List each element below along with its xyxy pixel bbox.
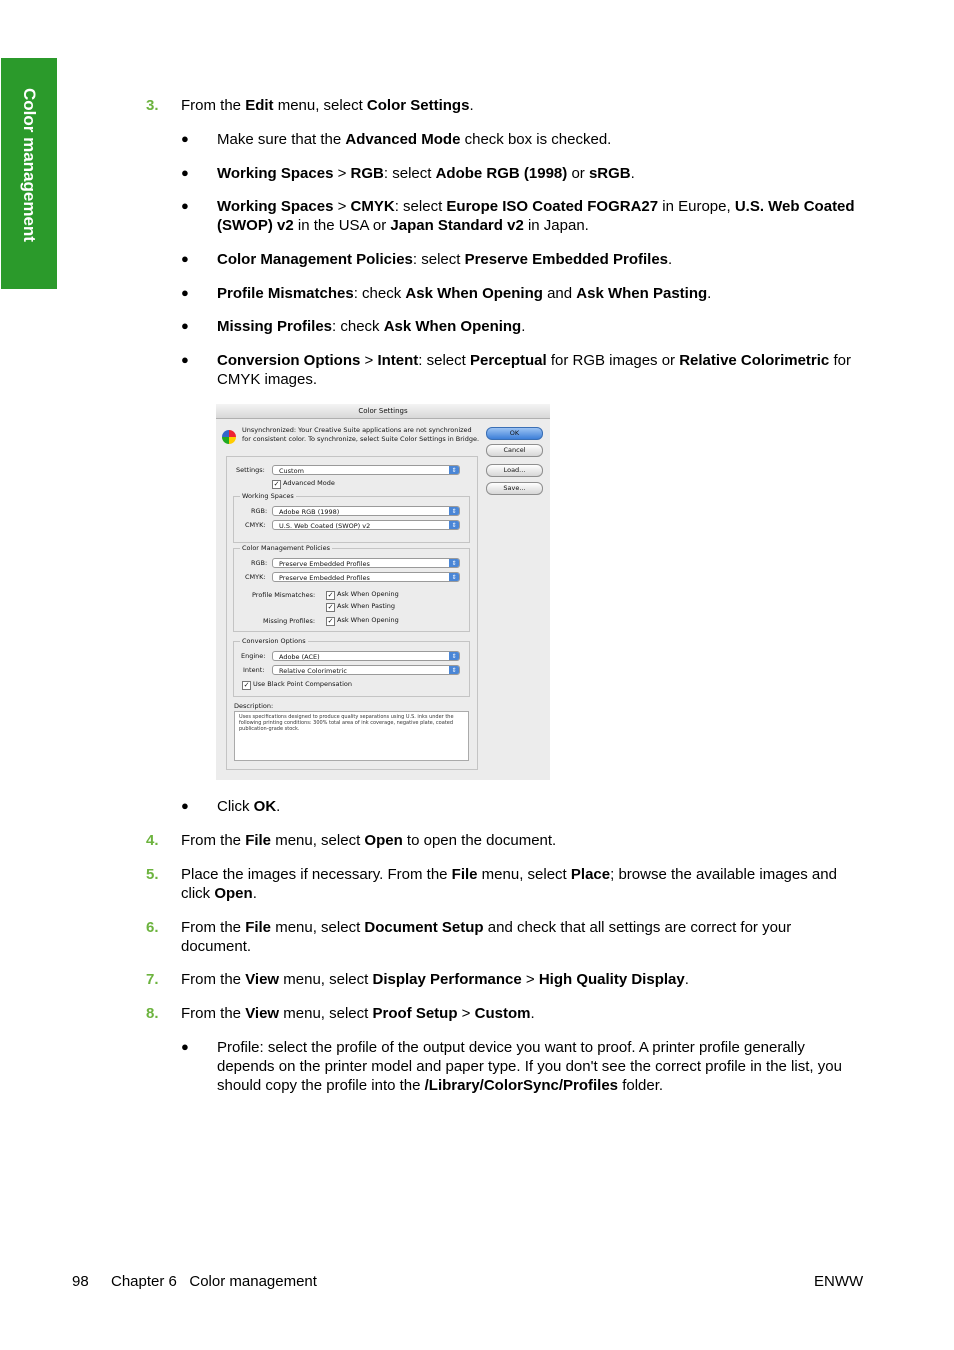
bold-term: Preserve Embedded Profiles bbox=[464, 251, 669, 268]
intent-select[interactable] bbox=[272, 665, 460, 675]
text-run: menu, select bbox=[477, 866, 571, 883]
intent-value: Relative Colorimetric bbox=[279, 667, 347, 675]
updown-arrow-icon: ⇕ bbox=[449, 573, 459, 581]
text-run: : select bbox=[394, 198, 447, 215]
bold-term: Open bbox=[364, 832, 403, 849]
updown-arrow-icon: ⇕ bbox=[449, 521, 459, 529]
updown-arrow-icon: ⇕ bbox=[449, 466, 459, 474]
ws-rgb-select[interactable] bbox=[272, 506, 460, 516]
bullet-text bbox=[217, 797, 862, 816]
text-run: menu, select bbox=[279, 971, 373, 988]
text-run: menu, select bbox=[279, 1005, 373, 1022]
chapter-label: Chapter 6 Color management bbox=[111, 1273, 317, 1290]
text-run: folder. bbox=[618, 1077, 664, 1094]
missing-ask-opening-checkbox[interactable] bbox=[326, 616, 399, 626]
text-run: > bbox=[333, 165, 351, 182]
pol-cmyk-value: Preserve Embedded Profiles bbox=[279, 574, 370, 582]
bold-term: Ask When Pasting bbox=[576, 285, 708, 302]
bold-term: Japan Standard v2 bbox=[390, 217, 524, 234]
footer-right: ENWW bbox=[814, 1273, 864, 1290]
working-spaces-title: Working Spaces bbox=[242, 492, 294, 500]
text-run: Make sure that the bbox=[217, 131, 346, 148]
bullet-text bbox=[217, 130, 862, 149]
text-run: From the bbox=[181, 97, 246, 114]
ws-cmyk-value: U.S. Web Coated (SWOP) v2 bbox=[279, 522, 371, 530]
text-run: . bbox=[684, 971, 689, 988]
step-number: 3. bbox=[146, 97, 159, 114]
ws-rgb-label: RGB: bbox=[251, 507, 268, 515]
bpc-checkbox[interactable] bbox=[242, 680, 352, 690]
sync-message: Unsynchronized: Your Creative Suite applications are not synchronized for consistent color. To synchronize, select Suite Color Settings in Bridge. bbox=[242, 426, 480, 443]
bullet-text bbox=[217, 1038, 862, 1095]
ws-cmyk-label: CMYK: bbox=[245, 521, 266, 529]
bold-term: Working Spaces bbox=[217, 198, 334, 215]
text-run: : select bbox=[412, 251, 465, 268]
text-run: Profile: select the profile of the output device you want to proof. A printer profile generally depends on the printer model and paper type. If you don't see the correct profile in the list, you should copy the profile into the bbox=[217, 1039, 842, 1094]
bold-term: RGB bbox=[350, 165, 384, 182]
bold-term: Europe ISO Coated FOGRA27 bbox=[446, 198, 659, 215]
side-tab-label: Color management bbox=[20, 88, 39, 242]
ask-pasting-checkbox[interactable] bbox=[326, 602, 395, 612]
text-run: . bbox=[469, 97, 474, 114]
updown-arrow-icon: ⇕ bbox=[449, 507, 459, 515]
bold-term: File bbox=[245, 919, 272, 936]
bold-term: View bbox=[245, 971, 280, 988]
bold-term: High Quality Display bbox=[538, 971, 685, 988]
bold-term: Place bbox=[570, 866, 611, 883]
bullet-text bbox=[217, 351, 862, 389]
ws-cmyk-select[interactable] bbox=[272, 520, 460, 530]
text-run: : check bbox=[353, 285, 406, 302]
ask-opening-checkbox[interactable] bbox=[326, 590, 399, 600]
bpc-label: Use Black Point Compensation bbox=[253, 680, 352, 688]
text-run: . bbox=[707, 285, 712, 302]
bold-term: File bbox=[451, 866, 478, 883]
bold-term: Missing Profiles bbox=[217, 318, 333, 335]
bold-term: Intent bbox=[377, 352, 419, 369]
step-text bbox=[181, 831, 861, 850]
text-run: . bbox=[521, 318, 526, 335]
text-run: From the bbox=[181, 1005, 246, 1022]
text-run: : select bbox=[418, 352, 470, 369]
color-wheel-icon bbox=[222, 430, 236, 444]
bullet-icon: ● bbox=[181, 198, 189, 213]
ask-opening-label: Ask When Opening bbox=[337, 590, 399, 598]
text-run: menu, select bbox=[271, 919, 365, 936]
checkmark-icon: ✓ bbox=[327, 591, 334, 599]
pol-rgb-label: RGB: bbox=[251, 559, 268, 567]
bold-term: Open bbox=[214, 885, 253, 902]
step-number: 5. bbox=[146, 866, 159, 883]
text-run: > bbox=[521, 971, 539, 988]
text-run: . bbox=[530, 1005, 535, 1022]
text-run: for RGB images or bbox=[546, 352, 680, 369]
bullet-text bbox=[217, 164, 862, 183]
advanced-mode-checkbox[interactable] bbox=[272, 479, 335, 489]
bold-term: Advanced Mode bbox=[345, 131, 461, 148]
cancel-button[interactable]: Cancel bbox=[486, 444, 543, 457]
step-text bbox=[181, 865, 861, 903]
missing-ask-opening-label: Ask When Opening bbox=[337, 616, 399, 624]
policies-title: Color Management Policies bbox=[242, 544, 330, 552]
bullet-icon: ● bbox=[181, 318, 189, 333]
engine-value: Adobe (ACE) bbox=[279, 653, 320, 661]
step-text bbox=[181, 1004, 861, 1023]
bullet-icon: ● bbox=[181, 165, 189, 180]
bold-term: Perceptual bbox=[469, 352, 547, 369]
bold-term: View bbox=[245, 1005, 280, 1022]
missing-label: Missing Profiles: bbox=[263, 617, 316, 625]
checkmark-icon: ✓ bbox=[327, 603, 334, 611]
text-run: From the bbox=[181, 832, 246, 849]
text-run: > bbox=[333, 198, 351, 215]
bullet-text bbox=[217, 284, 862, 303]
step-text bbox=[181, 918, 861, 956]
step-number: 8. bbox=[146, 1005, 159, 1022]
color-settings-dialog bbox=[216, 404, 550, 780]
checkmark-icon: ✓ bbox=[273, 480, 280, 488]
bold-term: Adobe RGB (1998) bbox=[435, 165, 568, 182]
step-text bbox=[181, 96, 861, 115]
bold-term: /Library/ColorSync/Profiles bbox=[424, 1077, 619, 1094]
dialog-title: Color Settings bbox=[216, 404, 550, 419]
page-number: 98 bbox=[72, 1273, 89, 1290]
pol-rgb-select[interactable] bbox=[272, 558, 460, 568]
bold-term: Working Spaces bbox=[217, 165, 334, 182]
conversion-title: Conversion Options bbox=[242, 637, 306, 645]
description-label: Description: bbox=[234, 702, 274, 710]
text-run: Click bbox=[217, 798, 254, 815]
bold-term: Display Performance bbox=[372, 971, 522, 988]
checkmark-icon: ✓ bbox=[327, 617, 334, 625]
text-run: Place the images if necessary. From the bbox=[181, 866, 452, 883]
bold-term: OK bbox=[253, 798, 277, 815]
step-number: 7. bbox=[146, 971, 159, 988]
text-run: and check that all settings are correct for your document. bbox=[181, 919, 792, 955]
updown-arrow-icon: ⇕ bbox=[449, 666, 459, 674]
pol-cmyk-select[interactable] bbox=[272, 572, 460, 582]
step-text bbox=[181, 970, 861, 989]
text-run: menu, select bbox=[273, 97, 367, 114]
bold-term: sRGB bbox=[588, 165, 631, 182]
load-button[interactable]: Load... bbox=[486, 464, 543, 477]
checkmark-icon: ✓ bbox=[243, 681, 250, 689]
mismatch-label: Profile Mismatches: bbox=[252, 591, 316, 599]
text-run: > bbox=[457, 1005, 475, 1022]
bullet-text bbox=[217, 197, 862, 235]
save-button[interactable]: Save... bbox=[486, 482, 543, 495]
text-run: . bbox=[630, 165, 635, 182]
pol-rgb-value: Preserve Embedded Profiles bbox=[279, 560, 370, 568]
intent-label: Intent: bbox=[243, 666, 265, 674]
bold-term: Edit bbox=[245, 97, 274, 114]
side-tab bbox=[1, 58, 57, 289]
bold-term: Custom bbox=[474, 1005, 531, 1022]
settings-label: Settings: bbox=[236, 466, 265, 474]
engine-select[interactable] bbox=[272, 651, 460, 661]
text-run: From the bbox=[181, 971, 246, 988]
text-run: check box is checked. bbox=[460, 131, 612, 148]
text-run: ; browse the available images and click bbox=[181, 866, 837, 902]
bullet-icon: ● bbox=[181, 131, 189, 146]
text-run: in the USA or bbox=[293, 217, 391, 234]
engine-label: Engine: bbox=[241, 652, 266, 660]
bold-term: Document Setup bbox=[364, 919, 484, 936]
text-run: or bbox=[567, 165, 589, 182]
bold-term: Profile Mismatches bbox=[217, 285, 354, 302]
bullet-icon: ● bbox=[181, 1039, 189, 1054]
text-run: in Europe, bbox=[658, 198, 735, 215]
bold-term: Color Management Policies bbox=[217, 251, 413, 268]
bullet-icon: ● bbox=[181, 251, 189, 266]
bullet-icon: ● bbox=[181, 798, 189, 813]
step-number: 4. bbox=[146, 832, 159, 849]
text-run: menu, select bbox=[271, 832, 365, 849]
text-run: . bbox=[668, 251, 673, 268]
bold-term: U.S. Web Coated (SWOP) v2 bbox=[217, 198, 855, 234]
text-run: and bbox=[542, 285, 577, 302]
settings-select[interactable] bbox=[272, 465, 460, 475]
bullet-text bbox=[217, 250, 862, 269]
settings-value: Custom bbox=[279, 467, 304, 475]
ask-pasting-label: Ask When Pasting bbox=[337, 602, 395, 610]
advanced-mode-label: Advanced Mode bbox=[283, 479, 335, 487]
updown-arrow-icon: ⇕ bbox=[449, 559, 459, 567]
updown-arrow-icon: ⇕ bbox=[449, 652, 459, 660]
bold-term: Ask When Opening bbox=[383, 318, 522, 335]
bullet-text bbox=[217, 317, 862, 336]
text-run: in Japan. bbox=[523, 217, 589, 234]
text-run: : select bbox=[383, 165, 436, 182]
bold-term: Conversion Options bbox=[217, 352, 361, 369]
step-number: 6. bbox=[146, 919, 159, 936]
ws-rgb-value: Adobe RGB (1998) bbox=[279, 508, 340, 516]
text-run: . bbox=[276, 798, 281, 815]
bold-term: CMYK bbox=[350, 198, 395, 215]
bullet-icon: ● bbox=[181, 285, 189, 300]
bullet-icon: ● bbox=[181, 352, 189, 367]
text-run: From the bbox=[181, 919, 246, 936]
text-run: . bbox=[252, 885, 257, 902]
bold-term: File bbox=[245, 832, 272, 849]
pol-cmyk-label: CMYK: bbox=[245, 573, 266, 581]
bold-term: Relative Colorimetric bbox=[679, 352, 830, 369]
text-run: for CMYK images. bbox=[217, 352, 851, 388]
bold-term: Proof Setup bbox=[372, 1005, 458, 1022]
bold-term: Ask When Opening bbox=[405, 285, 543, 302]
text-run: > bbox=[360, 352, 378, 369]
ok-button[interactable]: OK bbox=[486, 427, 543, 440]
text-run: to open the document. bbox=[402, 832, 557, 849]
text-run: : check bbox=[332, 318, 384, 335]
description-box: Uses specifications designed to produce quality separations using U.S. inks under the following printing conditions: 300% total area of ink coverage, negative plate, coated publication-grade stock. bbox=[234, 711, 469, 761]
bold-term: Color Settings bbox=[366, 97, 470, 114]
